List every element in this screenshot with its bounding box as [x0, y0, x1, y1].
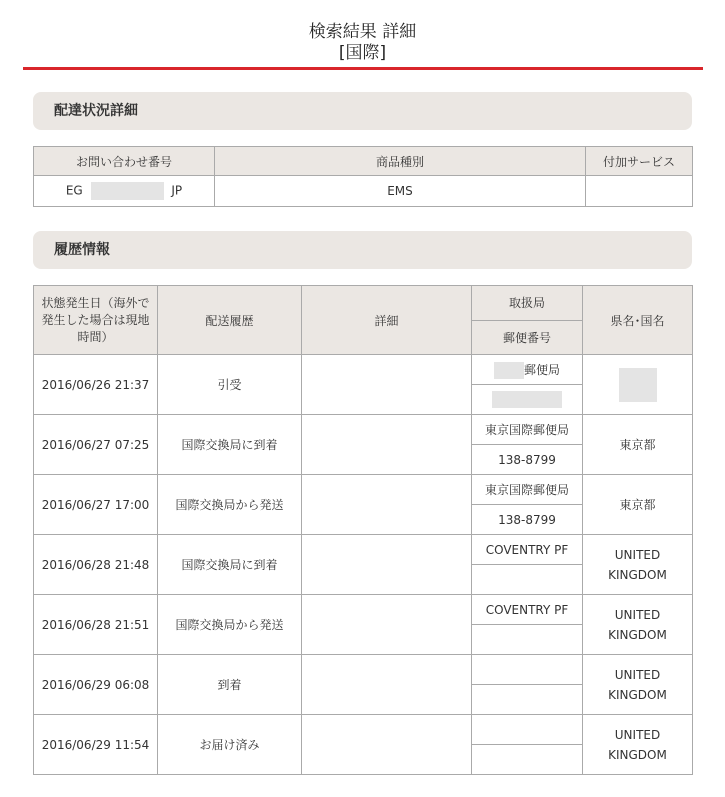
table-row [34, 595, 693, 625]
col-state-date: 状態発生日（海外で発生した場合は現地時間） [34, 286, 158, 355]
event-office-name: 郵便局 [523, 362, 560, 377]
event-office: 東京国際郵便局 [472, 415, 583, 445]
col-history: 配送履歴 [158, 286, 302, 355]
table-row [34, 475, 693, 505]
event-detail [302, 595, 472, 655]
event-detail [302, 715, 472, 775]
item-type: EMS [215, 176, 586, 207]
table-row [34, 415, 693, 445]
col-office: 取扱局 [472, 286, 583, 321]
col-item-type: 商品種別 [215, 147, 586, 176]
redacted-block [91, 182, 164, 200]
event-status: お届け済み [158, 715, 302, 775]
event-office: COVENTRY PF [472, 595, 583, 625]
table-row [34, 535, 693, 565]
event-date: 2016/06/29 06:08 [34, 655, 158, 715]
event-detail [302, 355, 472, 415]
event-detail [302, 475, 472, 535]
event-region: UNITED KINGDOM [583, 535, 693, 595]
extra-service [586, 176, 693, 207]
col-tracking-number: お問い合わせ番号 [34, 147, 215, 176]
event-region: 東京都 [583, 415, 693, 475]
col-region: 県名･国名 [583, 286, 693, 355]
event-status: 国際交換局から発送 [158, 475, 302, 535]
event-detail [302, 415, 472, 475]
event-postal [472, 745, 583, 775]
event-office [472, 355, 583, 385]
event-date: 2016/06/26 21:37 [34, 355, 158, 415]
event-postal [472, 385, 583, 415]
event-postal [472, 565, 583, 595]
col-extra-service: 付加サービス [586, 147, 693, 176]
delivery-status-table [33, 146, 693, 207]
event-postal: 138-8799 [472, 505, 583, 535]
tracking-number [34, 176, 215, 207]
event-postal [472, 625, 583, 655]
event-status: 国際交換局に到着 [158, 415, 302, 475]
event-region: UNITED KINGDOM [583, 655, 693, 715]
tracking-suffix: JP [171, 183, 183, 198]
event-postal [472, 685, 583, 715]
event-status: 到着 [158, 655, 302, 715]
redacted-block [492, 391, 562, 408]
redacted-block [494, 362, 524, 379]
event-status: 国際交換局に到着 [158, 535, 302, 595]
table-row [34, 176, 693, 207]
event-date: 2016/06/28 21:48 [34, 535, 158, 595]
event-date: 2016/06/28 21:51 [34, 595, 158, 655]
page-subtitle: [国際] [338, 43, 387, 63]
header-divider [23, 67, 703, 70]
history-table [33, 285, 693, 775]
event-status: 国際交換局から発送 [158, 595, 302, 655]
tracking-prefix: EG [65, 183, 83, 198]
event-region: UNITED KINGDOM [583, 715, 693, 775]
event-date: 2016/06/29 11:54 [34, 715, 158, 775]
col-postal: 郵便番号 [472, 320, 583, 355]
redacted-block [619, 368, 657, 402]
section-delivery-status: 配達状況詳細 [33, 92, 692, 130]
event-date: 2016/06/27 07:25 [34, 415, 158, 475]
event-office [472, 715, 583, 745]
event-detail [302, 655, 472, 715]
event-region: 東京都 [583, 475, 693, 535]
event-status: 引受 [158, 355, 302, 415]
table-row [34, 715, 693, 745]
event-office [472, 655, 583, 685]
event-office: 東京国際郵便局 [472, 475, 583, 505]
col-detail: 詳細 [302, 286, 472, 355]
event-region [583, 355, 693, 415]
event-postal: 138-8799 [472, 445, 583, 475]
page-header [0, 22, 725, 63]
section-history: 履歴情報 [33, 231, 692, 269]
event-detail [302, 535, 472, 595]
page-title: 検索結果 詳細 [308, 22, 417, 42]
table-row [34, 655, 693, 685]
event-office: COVENTRY PF [472, 535, 583, 565]
event-region: UNITED KINGDOM [583, 595, 693, 655]
event-date: 2016/06/27 17:00 [34, 475, 158, 535]
table-row [34, 355, 693, 385]
